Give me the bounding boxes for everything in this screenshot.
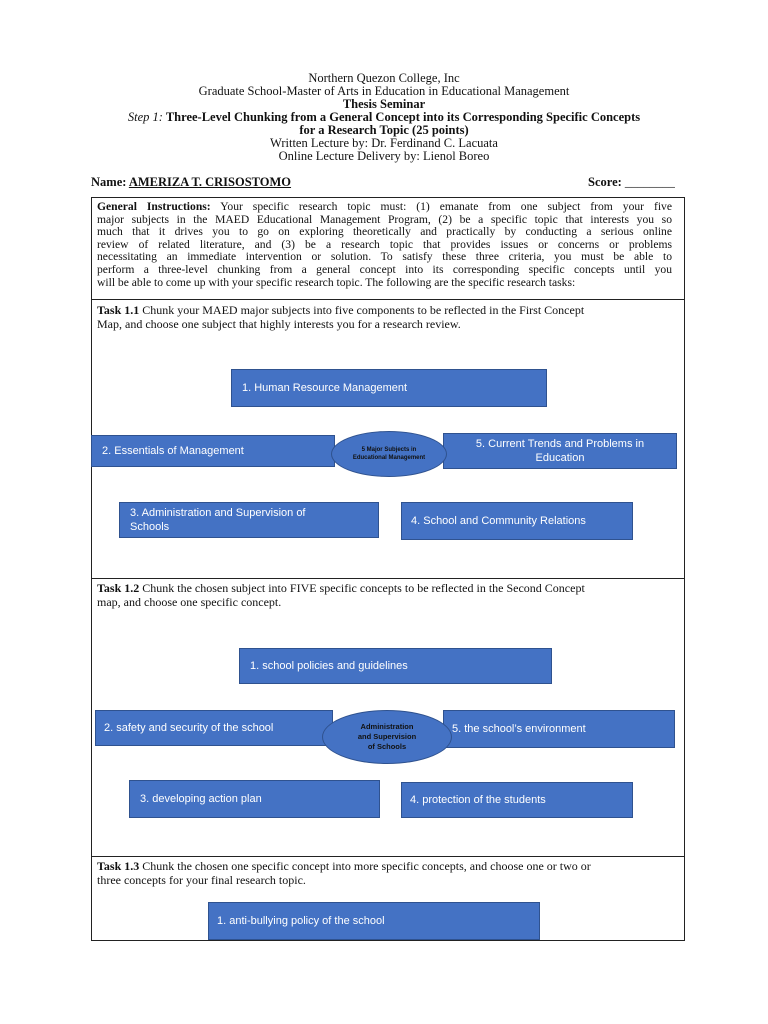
- college-name: Northern Quezon College, Inc: [308, 71, 460, 85]
- concept-box-safety-security: [95, 710, 333, 746]
- divider: [91, 578, 685, 579]
- general-instructions: [97, 201, 672, 289]
- concept-label: 3. developing action plan: [140, 793, 262, 805]
- task-1-1-line: Map, and choose one subject that highly interests you for a research review.: [97, 316, 461, 331]
- score-value: ________: [624, 175, 675, 189]
- central-concept-label: Educational Management: [352, 455, 426, 461]
- score-label: Score:: [588, 175, 622, 189]
- concept-label: 1. anti-bullying policy of the school: [217, 915, 385, 927]
- score-row: [588, 175, 675, 190]
- central-concept-label: of Schools: [367, 742, 407, 751]
- concept-label: 4. School and Community Relations: [411, 515, 586, 527]
- concept-box-school-policies: [239, 648, 552, 684]
- instructions-line: much that it drives you to go on exploring theoretically and practically by conducting a serious online: [97, 225, 672, 239]
- name-row: [91, 175, 291, 190]
- instructions-line: will be able to come up with your specific research topic. The following are the specific research tasks:: [97, 275, 576, 289]
- name-label: Name:: [91, 175, 127, 189]
- concept-label: 3. Administration and Supervision of: [130, 507, 306, 519]
- step-prefix: Step 1:: [127, 110, 163, 124]
- delivery-by: Online Lecture Delivery by: Lienol Boreo: [278, 149, 490, 163]
- step-title-line2: for a Research Topic (25 points): [299, 123, 469, 137]
- concept-box-school-community-relations: [401, 502, 633, 540]
- course-title: Thesis Seminar: [342, 97, 426, 111]
- instructions-line: perform a three-level chunking from a general concept into its corresponding specific concepts until you: [97, 262, 672, 276]
- central-concept-label: Administration: [360, 722, 414, 731]
- concept-label: 5. Current Trends and Problems in: [475, 438, 645, 450]
- concept-box-human-resource-management: [231, 369, 547, 407]
- concept-label: 1. Human Resource Management: [242, 382, 408, 394]
- central-concept-oval: [331, 431, 447, 477]
- instructions-label: General Instructions:: [97, 200, 211, 213]
- concept-label: 4. protection of the students: [410, 794, 546, 806]
- concept-box-anti-bullying-policy: [208, 902, 540, 940]
- concept-box-school-environment: [443, 710, 675, 748]
- concept-label: 5. the school’s environment: [452, 723, 586, 735]
- instructions-line: major subjects in the MAED Educational Management Program, (2) be a specific topic that interests you so: [97, 212, 672, 226]
- concept-box-action-plan: [129, 780, 380, 818]
- task-1-1-line: Chunk your MAED major subjects into five components to be reflected in the First Concept: [142, 303, 585, 317]
- written-by: Written Lecture by: Dr. Ferdinand C. Lacuata: [270, 136, 498, 150]
- task-1-1-label: Task 1.1: [97, 303, 140, 317]
- task-1-2-line: map, and choose one specific concept.: [97, 594, 282, 609]
- concept-label: Education: [535, 452, 585, 464]
- graduate-school: Graduate School-Master of Arts in Education in Educational Management: [198, 84, 570, 98]
- task-1-3-label: Task 1.3: [97, 859, 140, 873]
- instructions-text: Your specific research topic must: (1) emanate from one subject from your five: [220, 200, 672, 213]
- concept-label: 1. school policies and guidelines: [250, 660, 408, 672]
- central-concept-label: and Supervision: [357, 732, 417, 741]
- divider: [91, 856, 685, 857]
- instructions-line: [97, 201, 672, 214]
- task-1-1-text: [97, 304, 672, 331]
- central-concept-oval: [322, 710, 452, 764]
- task-1-2-label: Task 1.2: [97, 581, 140, 595]
- concept-box-administration-supervision: [119, 502, 379, 538]
- task-1-2-text: [97, 582, 672, 609]
- concept-label: 2. Essentials of Management: [102, 445, 244, 457]
- concept-box-current-trends: [443, 433, 677, 469]
- concept-box-protection-students: [401, 782, 633, 818]
- name-value: AMERIZA T. CRISOSTOMO: [128, 175, 292, 189]
- concept-label: Schools: [130, 521, 170, 533]
- central-concept-label: 5 Major Subjects in: [361, 447, 417, 453]
- concept-box-essentials-of-management: [91, 435, 335, 467]
- concept-label: 2. safety and security of the school: [104, 722, 274, 734]
- instructions-line: review of related literature, and (3) be a research topic that provides issues or concerns or problems: [97, 237, 672, 251]
- step-title-line1: Three-Level Chunking from a General Concept into its Corresponding Specific Concepts: [165, 110, 641, 124]
- task-1-3-line: three concepts for your final research topic.: [97, 872, 306, 887]
- task-1-3-text: [97, 860, 672, 887]
- task-1-3-line: Chunk the chosen one specific concept into more specific concepts, and choose one or two or: [142, 859, 591, 873]
- instructions-line: necessitating an immediate intervention or solution. To satisfy these three criteria, you must be able to: [97, 250, 672, 264]
- task-1-2-line: Chunk the chosen subject into FIVE specific concepts to be reflected in the Second Concept: [142, 581, 585, 595]
- divider: [91, 299, 685, 300]
